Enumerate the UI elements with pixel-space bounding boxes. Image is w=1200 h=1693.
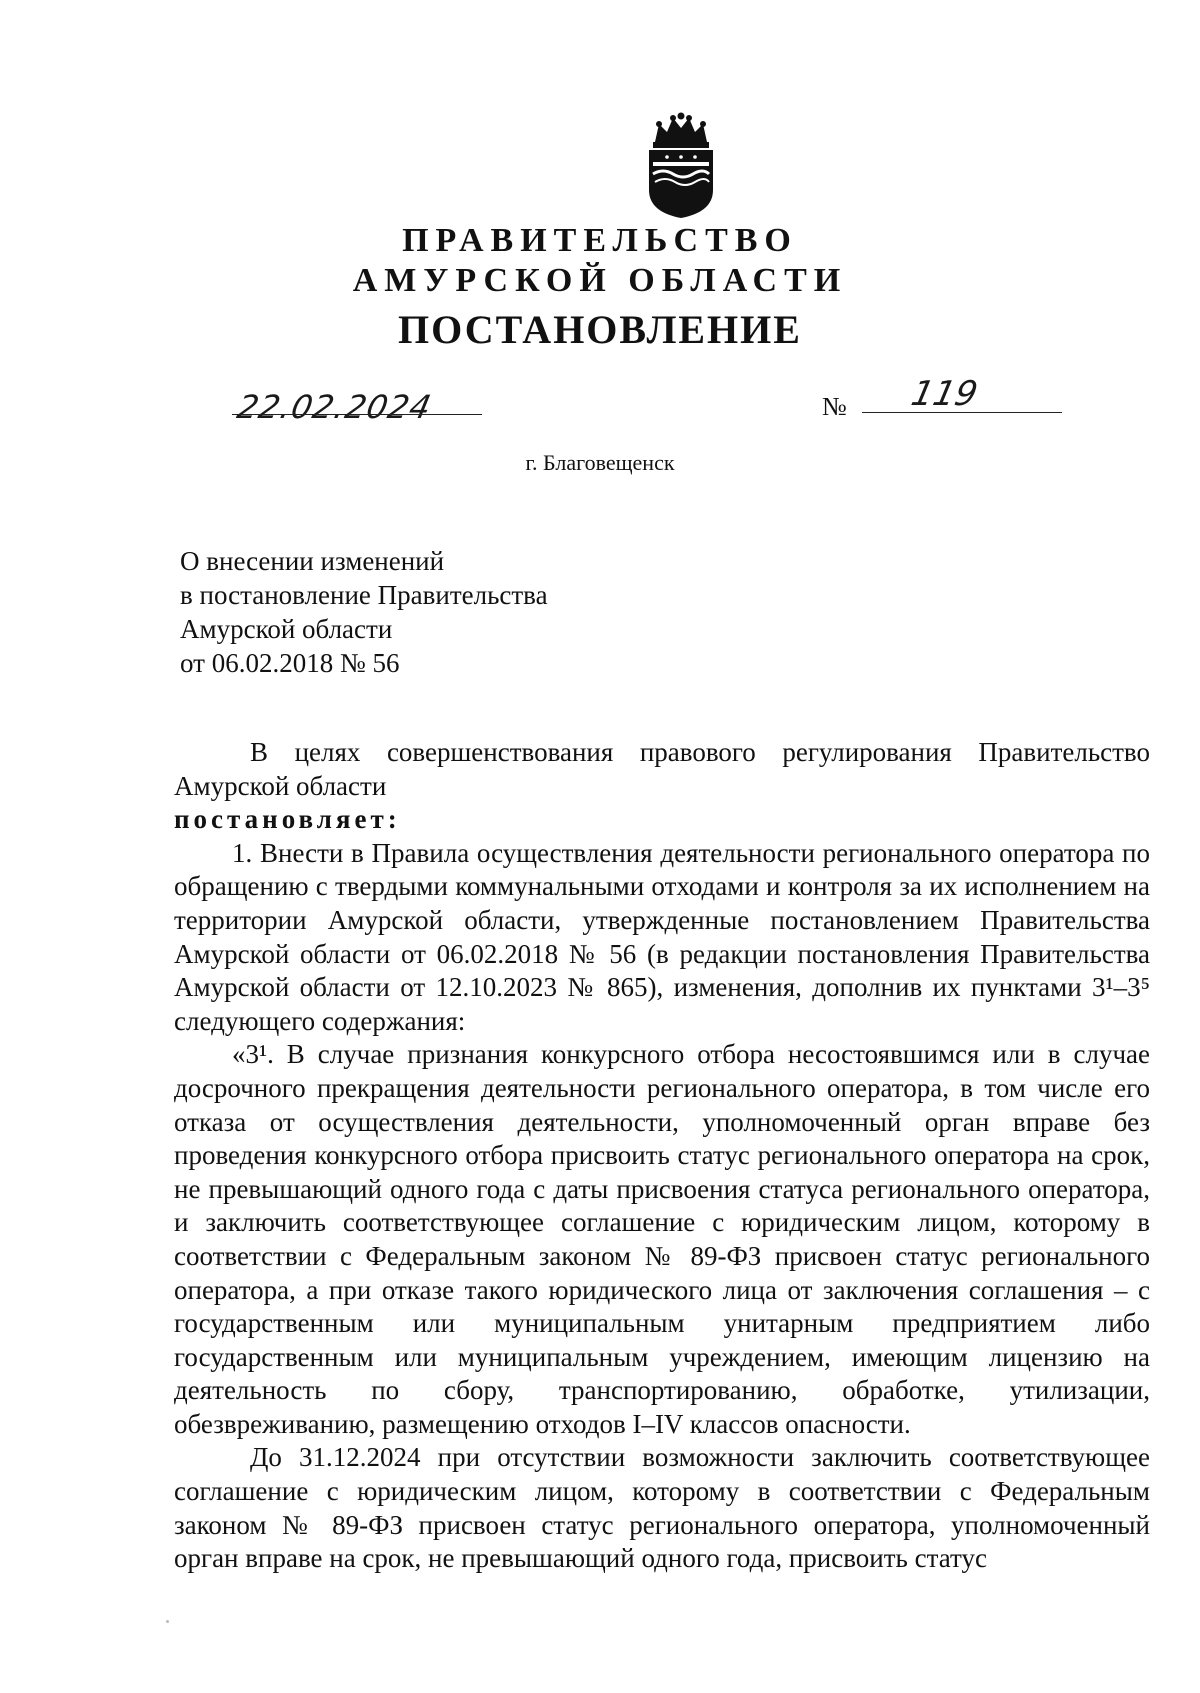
government-name-line1: ПРАВИТЕЛЬСТВО xyxy=(402,222,798,259)
number-underline xyxy=(862,412,1062,413)
subject-line: от 06.02.2018 № 56 xyxy=(180,648,400,678)
subject-line: О внесении изменений xyxy=(180,546,445,576)
number-label: № xyxy=(822,392,847,421)
body-paragraph-1: 1. Внести в Правила осуществления деятельности регионального оператора по обращению с твердыми коммунальными отходами и контроля за их исполнением на территории Амурской области, утвержденные постановлением Правительства Амурской области от 06.02.2018 № 56 (в редакции постановления Правительства Амурской области от 12.10.2023 № 865), изменения, дополнив их пунктами 3¹–3⁵ следующего содержания: xyxy=(174,837,1150,1036)
subject-line: в постановление Правительства xyxy=(180,580,548,610)
coat-of-arms-icon xyxy=(633,112,729,220)
subject-line: Амурской области xyxy=(180,614,393,644)
document-body xyxy=(174,736,1150,1576)
body-paragraph-3: До 31.12.2024 при отсутствии возможности заключить соответствующее соглашение с юридическим лицом, которому в соответствии с Федеральным законом № 89-ФЗ присвоен статус регионального оператора, уполномоченный орган вправе на срок, не превышающий одного года, присвоить статус xyxy=(174,1442,1150,1574)
government-name-line2: АМУРСКОЙ ОБЛАСТИ xyxy=(352,262,848,299)
document-date-handwritten: 22.02.2024 xyxy=(233,388,436,426)
city-name: г. Благовещенск xyxy=(525,450,675,475)
document-subject xyxy=(180,544,548,680)
scan-speck xyxy=(166,1620,169,1623)
body-paragraph-2: «3¹. В случае признания конкурсного отбора несостоявшимся или в случае досрочного прекращения деятельности регионального оператора, в том числе его отказа от осуществления деятельности, уполномоченный орган вправе без проведения конкурсного отбора присвоить статус регионального оператора на срок, не превышающий одного года с даты присвоения статуса регионального оператора, и заключить соответствующее соглашение с юридическим лицом, которому в соответствии с Федеральным законом № 89-ФЗ присвоен статус регионального оператора, а при отказе такого юридического лица от заключения соглашения – с государственным или муниципальным унитарным предприятием либо государственным или муниципальным учреждением, имеющим лицензию на деятельность по сбору, транспортированию, обработке, утилизации, обезвреживанию, размещению отходов I–IV классов опасности. xyxy=(174,1039,1150,1439)
document-type-title: ПОСТАНОВЛЕНИЕ xyxy=(398,307,802,352)
decree-word: постановляет: xyxy=(174,804,401,835)
preamble-paragraph: В целях совершенствования правового регулирования Правительство Амурской области xyxy=(174,737,1150,801)
document-number-handwritten: 119 xyxy=(907,374,982,414)
date-underline xyxy=(232,414,482,415)
